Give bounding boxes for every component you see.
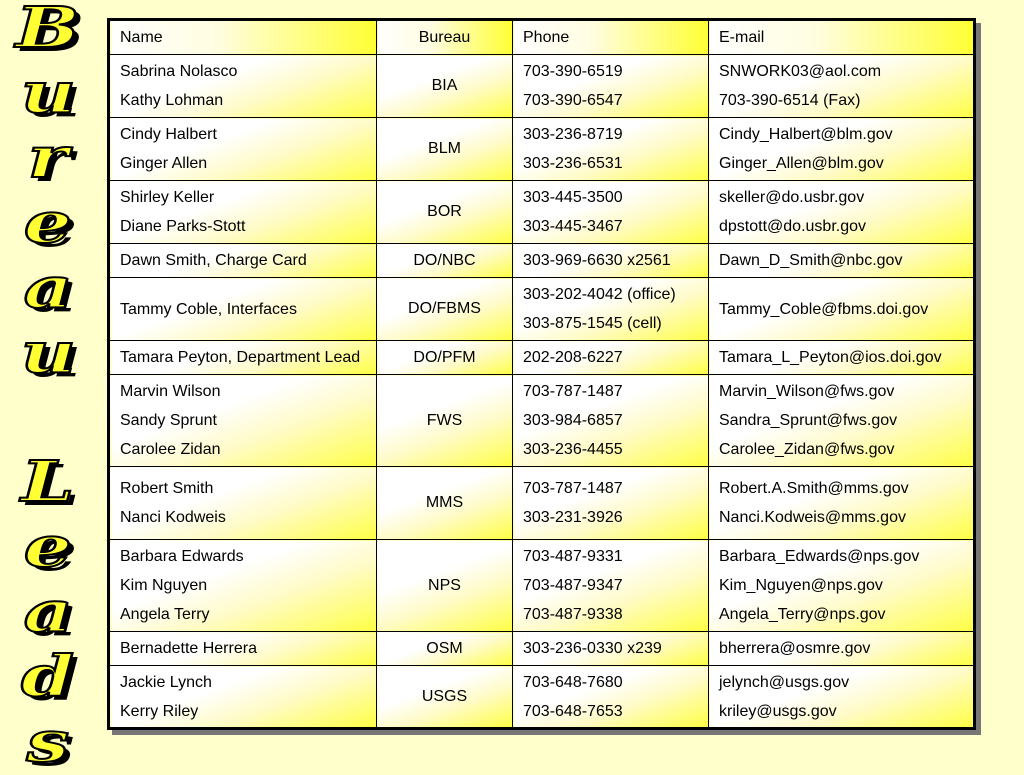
header-bureau: Bureau — [377, 20, 513, 55]
bureau-cell: BIA — [377, 55, 513, 118]
email-address: Marvin_Wilson@fws.gov — [719, 383, 895, 400]
email-address: bherrera@osmre.gov — [719, 640, 871, 657]
email-address: Dawn_D_Smith@nbc.gov — [719, 252, 903, 269]
name-cell — [109, 118, 377, 181]
person-name: Kathy Lohman — [120, 92, 224, 109]
phone-cell — [513, 278, 709, 341]
person-name: Shirley Keller — [120, 189, 215, 206]
title-letter: e — [23, 514, 73, 581]
email-address: Tammy_Coble@fbms.doi.gov — [719, 300, 929, 318]
title-letter: u — [20, 59, 76, 126]
phone-number: 303-236-6531 — [523, 155, 623, 172]
phone-number: 303-969-6630 x2561 — [523, 252, 671, 269]
name-cell — [109, 55, 377, 118]
table-row — [109, 375, 975, 467]
phone-cell — [513, 666, 709, 729]
title-letter: s — [26, 708, 70, 775]
table-row — [109, 244, 975, 278]
email-cell — [709, 467, 975, 540]
email-cell — [709, 244, 975, 278]
header-email: E-mail — [709, 20, 975, 55]
name-cell — [109, 244, 377, 278]
table-row — [109, 341, 975, 375]
bureau-cell: BOR — [377, 181, 513, 244]
name-cell — [109, 467, 377, 540]
email-address: kriley@usgs.gov — [719, 702, 837, 720]
person-name: Robert Smith — [120, 480, 214, 497]
title-letter: d — [21, 644, 75, 711]
person-name: Tamara Peyton, Department Lead — [120, 349, 361, 366]
email-cell — [709, 278, 975, 341]
phone-cell — [513, 118, 709, 181]
phone-number: 303-984-6857 — [523, 412, 623, 429]
email-address: dpstott@do.usbr.gov — [719, 218, 866, 235]
person-name: Marvin Wilson — [120, 383, 221, 400]
email-cell — [709, 540, 975, 632]
email-address: Ginger_Allen@blm.gov — [719, 155, 884, 172]
table-row — [109, 278, 975, 341]
phone-number: 303-236-8719 — [523, 126, 623, 143]
name-cell — [109, 341, 377, 375]
title-letter: a — [23, 579, 73, 646]
person-name: Sandy Sprunt — [120, 412, 217, 429]
email-cell — [709, 632, 975, 666]
title-letter: u — [20, 319, 76, 386]
name-cell — [109, 666, 377, 729]
name-cell — [109, 632, 377, 666]
table-header-row — [109, 20, 975, 55]
email-address: Nanci.Kodweis@mms.gov — [719, 509, 906, 526]
phone-number: 303-236-0330 x239 — [523, 640, 662, 657]
name-cell — [109, 375, 377, 467]
phone-cell — [513, 341, 709, 375]
email-cell — [709, 55, 975, 118]
phone-number: 703-390-6547 — [523, 92, 623, 109]
person-name: Carolee Zidan — [120, 441, 221, 458]
person-name: Tammy Coble, Interfaces — [120, 300, 297, 318]
phone-number: 703-487-9331 — [523, 548, 623, 565]
table-row — [109, 540, 975, 632]
email-address: jelynch@usgs.gov — [719, 673, 850, 691]
phone-cell — [513, 375, 709, 467]
phone-cell — [513, 632, 709, 666]
bureau-cell: USGS — [377, 666, 513, 729]
person-name: Kerry Riley — [120, 702, 199, 720]
table-row — [109, 118, 975, 181]
title-letter: L — [21, 449, 75, 516]
phone-number: 303-445-3467 — [523, 218, 623, 235]
email-address: 703-390-6514 (Fax) — [719, 92, 861, 109]
table-row — [109, 467, 975, 540]
phone-number: 303-202-4042 (office) — [523, 286, 676, 303]
phone-number: 303-445-3500 — [523, 189, 623, 206]
bureau-cell: FWS — [377, 375, 513, 467]
bureau-cell: DO/FBMS — [377, 278, 513, 341]
bureau-cell: OSM — [377, 632, 513, 666]
email-address: Robert.A.Smith@mms.gov — [719, 480, 909, 497]
person-name: Barbara Edwards — [120, 548, 244, 565]
bureau-cell: MMS — [377, 467, 513, 540]
phone-cell — [513, 540, 709, 632]
name-cell — [109, 540, 377, 632]
email-address: SNWORK03@aol.com — [719, 63, 882, 80]
phone-number: 703-390-6519 — [523, 63, 623, 80]
bureau-cell: NPS — [377, 540, 513, 632]
email-address: skeller@do.usbr.gov — [719, 189, 865, 206]
email-address: Angela_Terry@nps.gov — [719, 606, 886, 623]
table-row — [109, 666, 975, 729]
email-cell — [709, 666, 975, 729]
title-letter: a — [23, 254, 73, 321]
phone-number: 703-787-1487 — [523, 480, 623, 497]
table-row — [109, 632, 975, 666]
phone-number: 703-648-7680 — [523, 673, 623, 691]
title-letter: e — [23, 189, 73, 256]
phone-number: 703-648-7653 — [523, 702, 623, 720]
phone-number: 703-487-9338 — [523, 606, 623, 623]
person-name: Jackie Lynch — [120, 673, 212, 691]
header-name: Name — [109, 20, 377, 55]
phone-number: 303-231-3926 — [523, 509, 623, 526]
person-name: Ginger Allen — [120, 155, 208, 172]
email-cell — [709, 118, 975, 181]
person-name: Bernadette Herrera — [120, 640, 257, 657]
table-row — [109, 55, 975, 118]
email-address: Carolee_Zidan@fws.gov — [719, 441, 895, 458]
phone-cell — [513, 244, 709, 278]
phone-number: 703-487-9347 — [523, 577, 623, 594]
name-cell — [109, 181, 377, 244]
table-row — [109, 181, 975, 244]
person-name: Dawn Smith, Charge Card — [120, 252, 307, 269]
phone-cell — [513, 55, 709, 118]
title-letter: B — [16, 0, 80, 61]
email-cell — [709, 375, 975, 467]
person-name: Cindy Halbert — [120, 126, 217, 143]
email-address: Barbara_Edwards@nps.gov — [719, 548, 920, 565]
email-cell — [709, 181, 975, 244]
vertical-title — [0, 0, 96, 775]
bureau-cell: DO/NBC — [377, 244, 513, 278]
person-name: Sabrina Nolasco — [120, 63, 238, 80]
person-name: Kim Nguyen — [120, 577, 208, 594]
person-name: Nanci Kodweis — [120, 509, 226, 526]
phone-number: 202-208-6227 — [523, 349, 623, 366]
phone-cell — [513, 181, 709, 244]
title-letter: r — [28, 124, 68, 191]
email-address: Tamara_L_Peyton@ios.doi.gov — [719, 349, 942, 366]
person-name: Angela Terry — [120, 606, 210, 623]
phone-number: 303-875-1545 (cell) — [523, 315, 662, 332]
phone-cell — [513, 467, 709, 540]
phone-number: 303-236-4455 — [523, 441, 623, 458]
bureau-cell: BLM — [377, 118, 513, 181]
bureau-cell: DO/PFM — [377, 341, 513, 375]
header-phone: Phone — [513, 20, 709, 55]
person-name: Diane Parks-Stott — [120, 218, 246, 235]
phone-number: 703-787-1487 — [523, 383, 623, 400]
email-address: Cindy_Halbert@blm.gov — [719, 126, 893, 143]
name-cell — [109, 278, 377, 341]
email-address: Kim_Nguyen@nps.gov — [719, 577, 883, 594]
email-address: Sandra_Sprunt@fws.gov — [719, 412, 898, 429]
bureau-leads-table — [107, 18, 976, 730]
email-cell — [709, 341, 975, 375]
